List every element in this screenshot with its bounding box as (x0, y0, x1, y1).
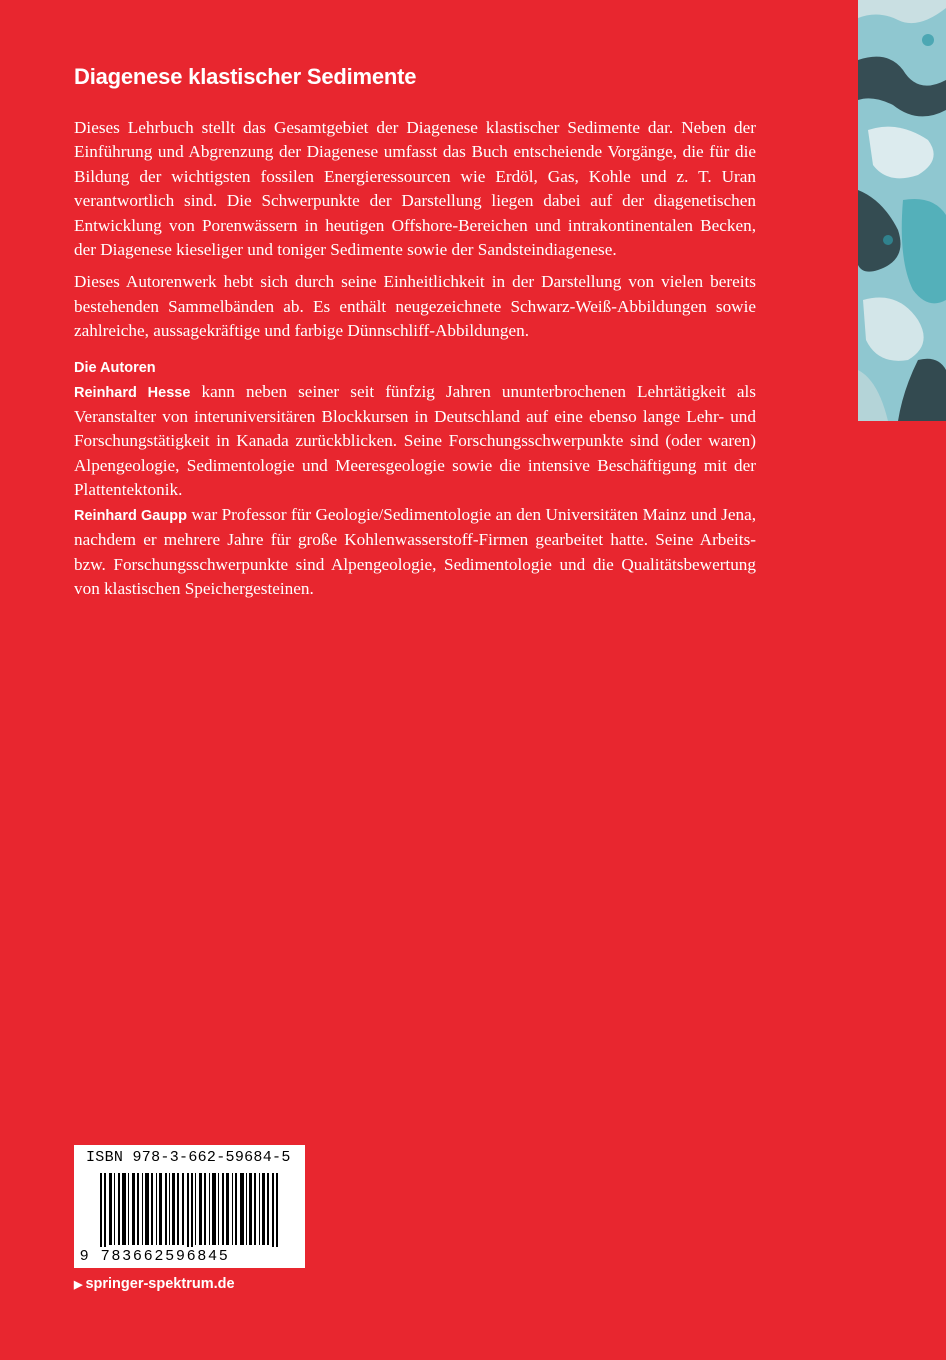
publisher-url: springer-spektrum.de (85, 1276, 235, 1292)
barcode-digits: 783662596845 (99, 1247, 303, 1264)
description-paragraph-1: Dieses Lehrbuch stellt das Gesamtgebiet der Diagenese klastischer Sedimente dar. Neben der Einführung und Abgrenzung der Diagenese umfasst das Buch entscheiende Vorgänge, die für die Bildung der wichtigsten fossilen Energieressourcen wie Erdöl, Gas, Kohle und z. T. Uran verantwortlich sind. Die Schwerpunkte der Darstellung liegen dabei auf der diagenetischen Entwicklung von Porenwässern in heutigen Offshore-Bereichen und intrakontinentalen Becken, der Diagenese kieseliger und toniger Sedimente sowie der Sandsteindiagenese. (74, 118, 756, 260)
barcode-first-digit: 9 (80, 1247, 89, 1264)
book-title: Diagenese klastischer Sedimente (74, 64, 417, 89)
author-name: Reinhard Gaupp (74, 507, 187, 524)
authors-heading: Die Autoren (74, 359, 156, 376)
isbn-barcode (74, 1145, 305, 1268)
author-bio-gaupp (74, 503, 756, 602)
publisher-link[interactable] (74, 1276, 235, 1292)
thin-section-thumbnail (858, 0, 946, 421)
author-bio-hesse (74, 380, 756, 503)
thin-section-image-icon (858, 0, 946, 421)
barcode-bars-icon (74, 1173, 305, 1253)
description-paragraph-2: Dieses Autorenwerk hebt sich durch seine Einheitlichkeit in der Darstellung von vielen bereits bestehenden Sammelbänden ab. Es enthält neugezeichnete Schwarz-Weiß-Abbildungen sowie zahlreiche, aussagekräftige und farbige Dünnschliff-Abbildungen. (74, 272, 756, 341)
author-bio-text: kann neben seiner seit fünfzig Jahren ununterbrochenen Lehrtätigkeit als Veranstalter von interuniversitären Blockkursen in Deutschland auf eine ebenso lange Lehr- und Forschungstätigkeit in Kanada zurückblicken. Seine Forschungsschwerpunkte sind (oder waren) Alpengeologie, Sedimentologie und Meeresgeologie sowie die intensive Beschäftigung mit der Plattentektonik. (74, 381, 756, 500)
isbn-label: ISBN 978-3-662-59684-5 (86, 1149, 291, 1166)
author-bio-text: war Professor für Geologie/Sedimentologie an den Universitäten Mainz und Jena, nachdem er mehrere Jahre für große Kohlenwasserstoff-Firmen gearbeitet hatte. Seine Arbeits- bzw. Forschungsschwerpunkte sind Alpengeologie, Sedimentologie und die Qualitätsbewertung von klastischen Speichergesteinen. (74, 504, 757, 598)
text-content (74, 60, 756, 601)
author-name: Reinhard Hesse (74, 384, 191, 401)
triangle-right-icon: ▶ (74, 1279, 83, 1291)
